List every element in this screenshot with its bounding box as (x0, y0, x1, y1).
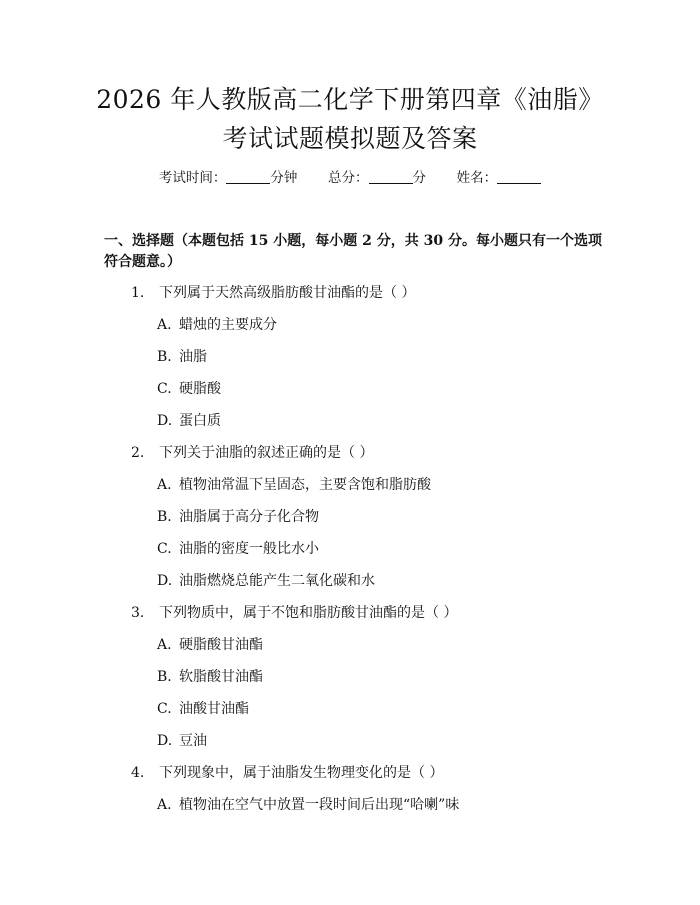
question-text: 下列属于天然高级脂肪酸甘油酯的是（ ） (159, 285, 416, 301)
question-text: 下列物质中，属于不饱和脂肪酸甘油酯的是（ ） (159, 605, 458, 621)
option-letter: D. (157, 733, 173, 749)
exam-info-line (0, 168, 700, 188)
question-number: 1. (131, 285, 145, 301)
question-3-option-b[interactable] (157, 667, 263, 687)
exam-title-line-1: 2026 年人教版高二化学下册第四章《油脂》 (96, 85, 604, 114)
option-text: 油脂属于高分子化合物 (179, 509, 319, 525)
option-text: 蜡烛的主要成分 (179, 317, 277, 333)
question-4-option-a[interactable] (157, 795, 459, 815)
student-name-blank[interactable] (497, 169, 541, 184)
option-text: 蛋白质 (179, 413, 221, 429)
option-text: 油脂 (179, 349, 207, 365)
question-2-option-a[interactable] (157, 475, 431, 495)
option-text: 油脂燃烧总能产生二氧化碳和水 (179, 573, 375, 589)
question-2 (131, 443, 373, 463)
option-letter: D. (157, 413, 173, 429)
total-score-blank[interactable] (369, 169, 413, 184)
option-text: 硬脂酸 (179, 381, 221, 397)
option-text: 豆油 (179, 733, 207, 749)
option-letter: C. (157, 381, 172, 397)
option-letter: A. (157, 637, 172, 653)
option-letter: C. (157, 701, 172, 717)
question-3-option-d[interactable] (157, 731, 207, 751)
option-text: 油脂的密度一般比水小 (179, 541, 319, 557)
question-2-option-d[interactable] (157, 571, 375, 591)
question-1-option-a[interactable] (157, 315, 277, 335)
option-letter: B. (157, 669, 172, 685)
section-heading: 一、选择题（本题包括 15 小题，每小题 2 分，共 30 分。每小题只有一个选项符合题意。） (104, 233, 602, 270)
question-number: 2. (131, 445, 145, 461)
option-letter: A. (157, 317, 172, 333)
exam-title-line-2: 考试试题模拟题及答案 (222, 124, 478, 153)
option-letter: B. (157, 349, 172, 365)
question-number: 3. (131, 605, 145, 621)
option-text: 油酸甘油酯 (179, 701, 249, 717)
option-letter: A. (157, 797, 172, 813)
option-letter: B. (157, 509, 172, 525)
option-letter: A. (157, 477, 172, 493)
option-letter: D. (157, 573, 173, 589)
option-text: 植物油在空气中放置一段时间后出现“哈喇”味 (179, 797, 460, 813)
exam-time-label: 考试时间： (158, 170, 227, 186)
question-2-option-b[interactable] (157, 507, 319, 527)
question-1-option-d[interactable] (157, 411, 221, 431)
student-name-label: 姓名： (456, 170, 498, 186)
question-1-option-b[interactable] (157, 347, 207, 367)
question-1 (131, 283, 415, 303)
total-score-unit: 分 (412, 170, 426, 186)
question-number: 4. (131, 765, 145, 781)
question-3-option-c[interactable] (157, 699, 249, 719)
question-3 (131, 603, 457, 623)
option-letter: C. (157, 541, 172, 557)
option-text: 植物油常温下呈固态，主要含饱和脂肪酸 (179, 477, 431, 493)
question-text: 下列现象中，属于油脂发生物理变化的是（ ） (159, 765, 444, 781)
total-score-label: 总分： (328, 170, 369, 186)
question-2-option-c[interactable] (157, 539, 319, 559)
option-text: 硬脂酸甘油酯 (179, 637, 263, 653)
question-4 (131, 763, 443, 783)
exam-time-blank[interactable] (226, 169, 270, 184)
option-text: 软脂酸甘油酯 (179, 669, 263, 685)
question-1-option-c[interactable] (157, 379, 221, 399)
question-3-option-a[interactable] (157, 635, 263, 655)
exam-time-unit: 分钟 (270, 170, 298, 186)
question-text: 下列关于油脂的叙述正确的是（ ） (159, 445, 374, 461)
